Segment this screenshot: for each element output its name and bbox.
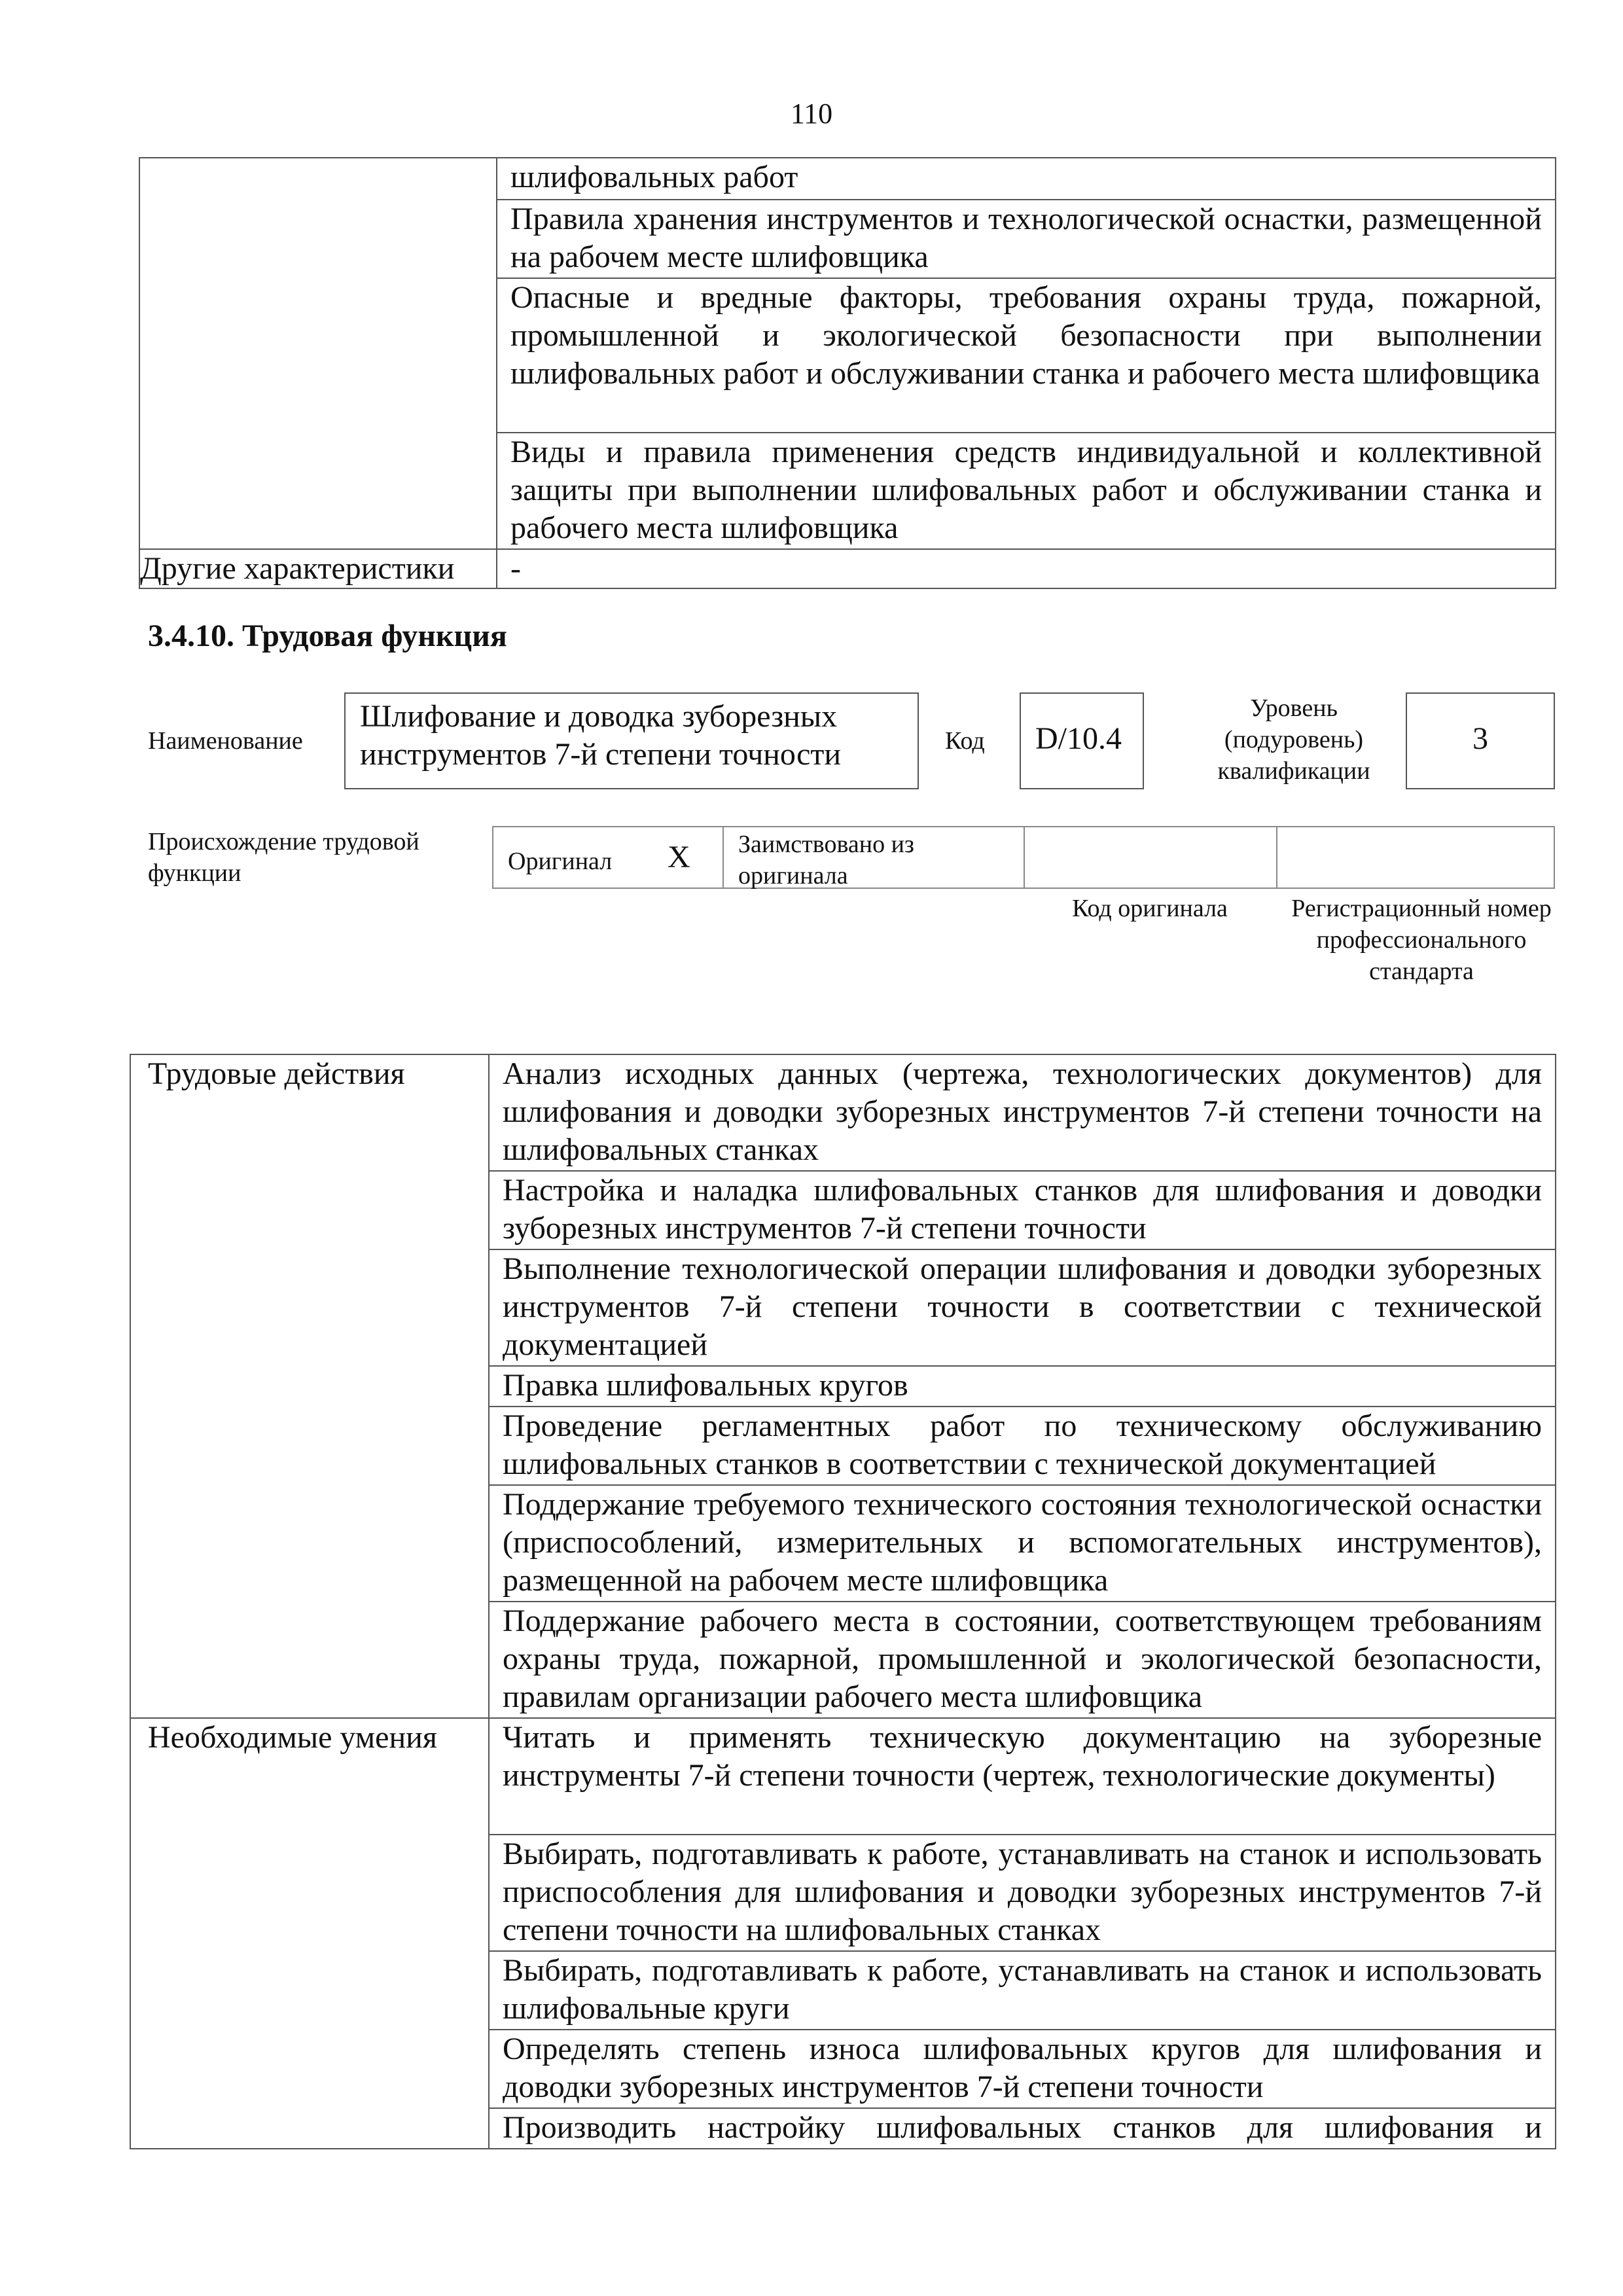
origin-divider-1 [722,826,724,889]
list-item: Выполнение технологической операции шлифования и доводки зуборезных инструментов 7-й степени точности в соответствии с технической документацией [490,1250,1555,1367]
list-item: Проведение регламентных работ по техническому обслуживанию шлифовальных станков в соответствии с технической документацией [490,1407,1555,1486]
skills-list [489,1718,1556,2149]
code-label: Код [945,727,985,755]
original-label: Оригинал [508,848,613,875]
list-item: Анализ исходных данных (чертежа, технологических документов) для шлифования и доводки зуборезных инструментов 7-й степени точности на шлифовальных станках [490,1055,1555,1172]
actions-list [489,1054,1556,1718]
list-item: Читать и применять техническую документацию на зуборезные инструменты 7-й степени точности (чертеж, технологические документы) [490,1719,1555,1835]
original-mark: X [668,840,690,874]
origin-divider-2 [1024,826,1025,889]
list-item: Правка шлифовальных кругов [490,1367,1555,1407]
list-item: Определять степень износа шлифовальных кругов для шлифования и доводки зуборезных инструментов 7-й степени точности [490,2030,1555,2109]
list-item: Производить настройку шлифовальных станков для шлифования и [503,2110,1542,2145]
list-item: Поддержание требуемого технического состояния технологической оснастки (приспособлений, измерительных и вспомогательных инструментов), размещенной на рабочем месте шлифовщика [490,1486,1555,1602]
name-label: Наименование [148,727,303,755]
page-number: 110 [790,98,833,130]
top-table [139,157,1556,589]
other-characteristics-row [139,549,1556,588]
other-characteristics-value: - [497,549,1556,588]
actions-row [130,1054,1556,1718]
list-item: Опасные и вредные факторы, требования охраны труда, пожарной, промышленной и экологической безопасности при выполнении шлифовальных работ и обслуживании станка и рабочего места шлифовщика [497,279,1555,433]
code-value-box [1020,692,1144,789]
reg-number-caption: Регистрационный номер профессионального стандарта [1291,895,1552,985]
actions-label: Трудовые действия [130,1054,489,1718]
top-table-rows [497,158,1556,549]
origin-label: Происхождение трудовой функции [148,828,419,887]
code-original-caption: Код оригинала [1072,895,1228,922]
section-title: 3.4.10. Трудовая функция [148,619,507,653]
borrowed-label: Заимствовано из оригинала [738,831,914,889]
list-item: Настройка и наладка шлифовальных станков для шлифования и доводки зуборезных инструментов 7-й степени точности [490,1172,1555,1250]
top-table-empty-label [139,158,497,549]
level-label: Уровень (подуровень) квалификации [1217,694,1370,785]
name-value: Шлифование и доводка зуборезных инструментов 7-й степени точности [360,699,842,772]
other-characteristics-label: Другие характеристики [139,549,497,588]
list-item: Виды и правила применения средств индивидуальной и коллективной защиты при выполнении шлифовальных работ и обслуживании станка и рабочего места шлифовщика [510,435,1542,545]
list-item: Выбирать, подготавливать к работе, устанавливать на станок и использовать шлифовальные круги [490,1952,1555,2030]
skills-row [130,1718,1556,2149]
code-value: D/10.4 [1035,721,1122,756]
level-value-box [1406,692,1555,789]
list-item: шлифовальных работ [497,158,1555,200]
top-table-row [139,158,1556,549]
skills-label: Необходимые умения [130,1718,489,2149]
main-table [130,1054,1556,2149]
list-item: Поддержание рабочего места в состоянии, соответствующем требованиям охраны труда, пожарной, промышленной и экологической безопасности, правилам организации рабочего места шлифовщика [503,1604,1542,1714]
list-item: Выбирать, подготавливать к работе, устанавливать на станок и использовать приспособления для шлифования и доводки зуборезных инструментов 7-й степени точности на шлифовальных станках [490,1835,1555,1952]
level-value: 3 [1472,721,1488,756]
name-value-box [344,692,919,789]
origin-divider-3 [1276,826,1277,889]
list-item: Правила хранения инструментов и технологической оснастки, размещенной на рабочем месте шлифовщика [497,200,1555,279]
